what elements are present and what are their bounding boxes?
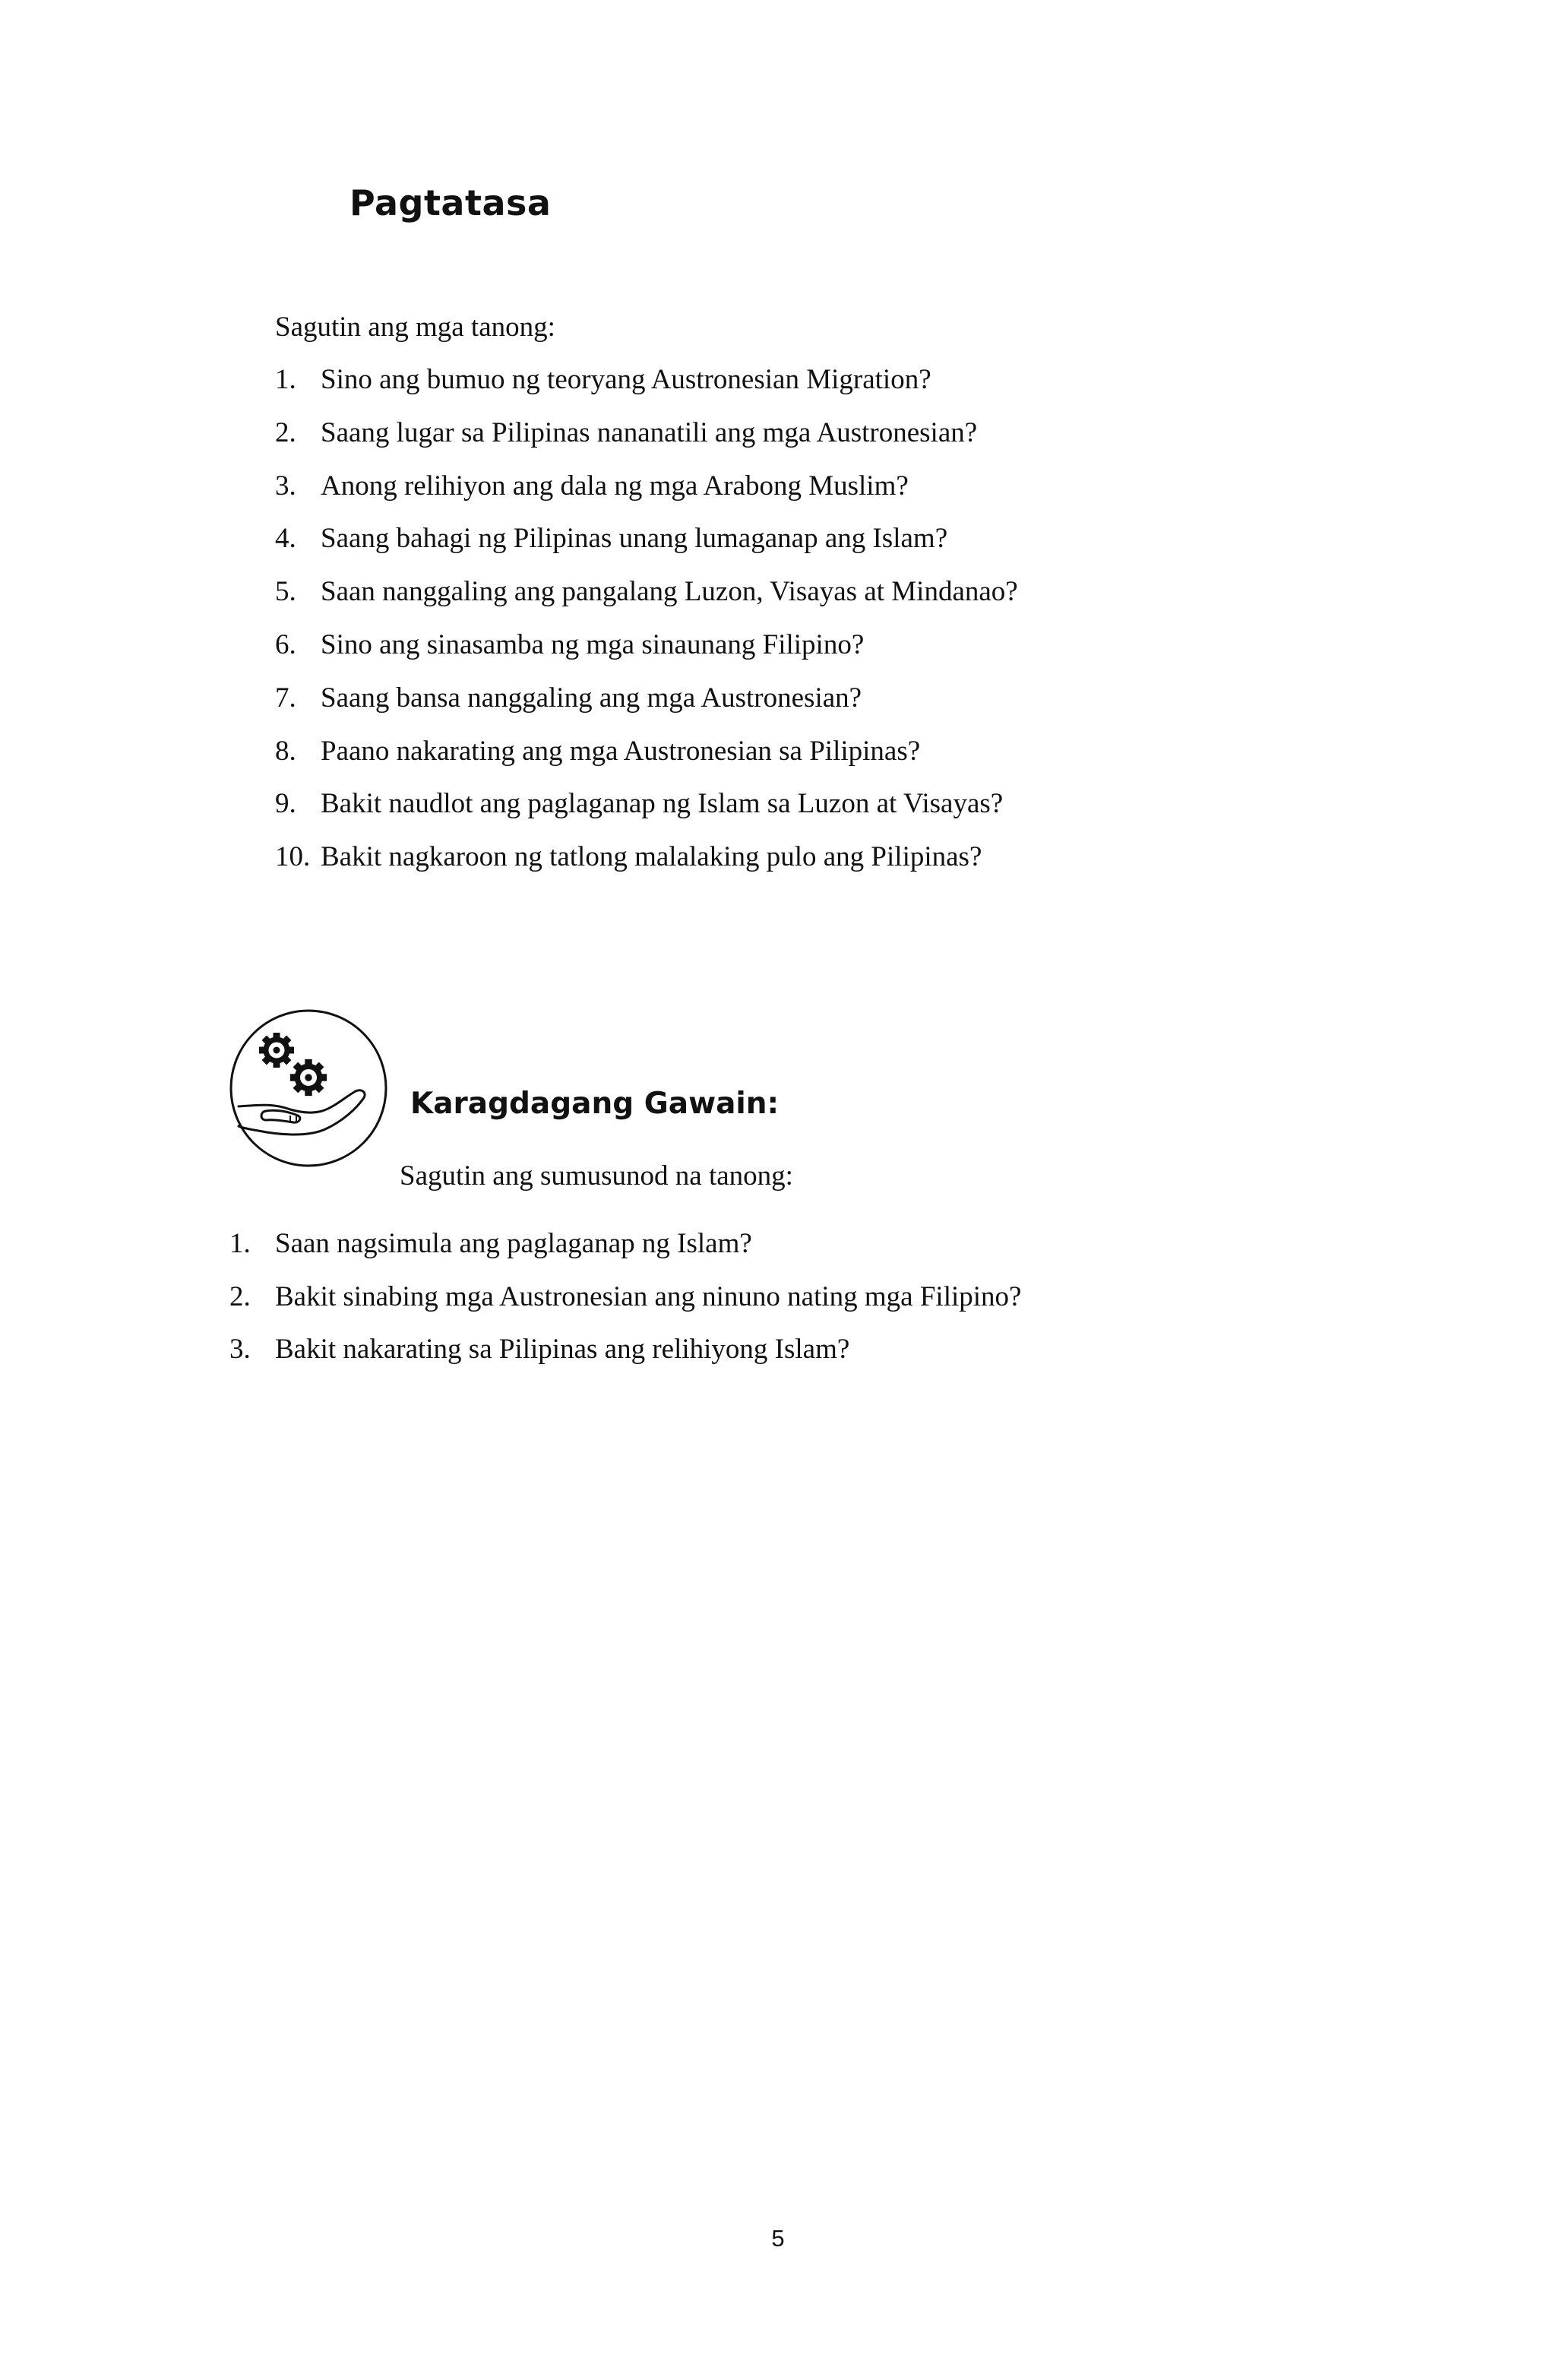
questions-list <box>275 361 1018 891</box>
item-text: Bakit nakarating sa Pilipinas ang relihiyong Islam? <box>275 1334 850 1365</box>
item-text: Sino ang bumuo ng teoryang Austronesian Migration? <box>321 364 931 395</box>
page-number: 5 <box>771 2225 785 2252</box>
list-item <box>275 838 1018 891</box>
item-text: Anong relihiyon ang dala ng mga Arabong Muslim? <box>321 470 909 502</box>
item-number: 1. <box>229 1228 251 1259</box>
list-item <box>229 1331 1021 1384</box>
item-number: 2. <box>275 416 296 448</box>
item-number: 1. <box>275 364 296 395</box>
item-number: 3. <box>229 1334 251 1365</box>
list-item <box>275 785 1018 838</box>
item-text: Saan nanggaling ang pangalang Luzon, Visayas at Mindanao? <box>321 576 1018 608</box>
page-title: Pagtatasa <box>349 182 552 223</box>
questions-intro: Sagutin ang mga tanong: <box>275 312 555 343</box>
list-item <box>275 467 1018 521</box>
item-text: Saang bansa nanggaling ang mga Austronesian? <box>321 682 862 714</box>
list-item <box>275 733 1018 786</box>
list-item <box>229 1278 1021 1331</box>
item-number: 5. <box>275 576 296 608</box>
list-item <box>275 679 1018 733</box>
list-item <box>275 520 1018 573</box>
item-number: 10. <box>275 841 311 873</box>
list-item <box>229 1225 1021 1278</box>
item-text: Bakit naudlot ang paglaganap ng Islam sa Luzon at Visayas? <box>321 788 1004 820</box>
item-text: Bakit nagkaroon ng tatlong malalaking pulo ang Pilipinas? <box>321 841 982 873</box>
item-number: 3. <box>275 470 296 502</box>
section-title: Karagdagang Gawain: <box>410 1087 780 1121</box>
item-text: Saang lugar sa Pilipinas nananatili ang mga Austronesian? <box>321 416 978 448</box>
item-number: 4. <box>275 523 296 555</box>
item-text: Bakit sinabing mga Austronesian ang ninuno nating mga Filipino? <box>275 1280 1022 1312</box>
list-item <box>275 626 1018 679</box>
item-number: 9. <box>275 788 296 820</box>
item-text: Sino ang sinasamba ng mga sinaunang Filipino? <box>321 628 865 660</box>
item-text: Saang bahagi ng Pilipinas unang lumaganap ang Islam? <box>321 523 948 555</box>
list-item <box>275 361 1018 414</box>
item-number: 6. <box>275 628 296 660</box>
list-item <box>275 573 1018 626</box>
additional-questions-list <box>229 1225 1021 1384</box>
item-number: 8. <box>275 735 296 767</box>
item-text: Paano nakarating ang mga Austronesian sa Pilipinas? <box>321 735 921 767</box>
list-item <box>275 414 1018 467</box>
gears-in-hand-icon <box>228 1008 389 1169</box>
additional-intro: Sagutin ang sumusunod na tanong: <box>400 1160 793 1192</box>
item-number: 7. <box>275 682 296 714</box>
item-text: Saan nagsimula ang paglaganap ng Islam? <box>275 1228 752 1259</box>
item-number: 2. <box>229 1280 251 1312</box>
